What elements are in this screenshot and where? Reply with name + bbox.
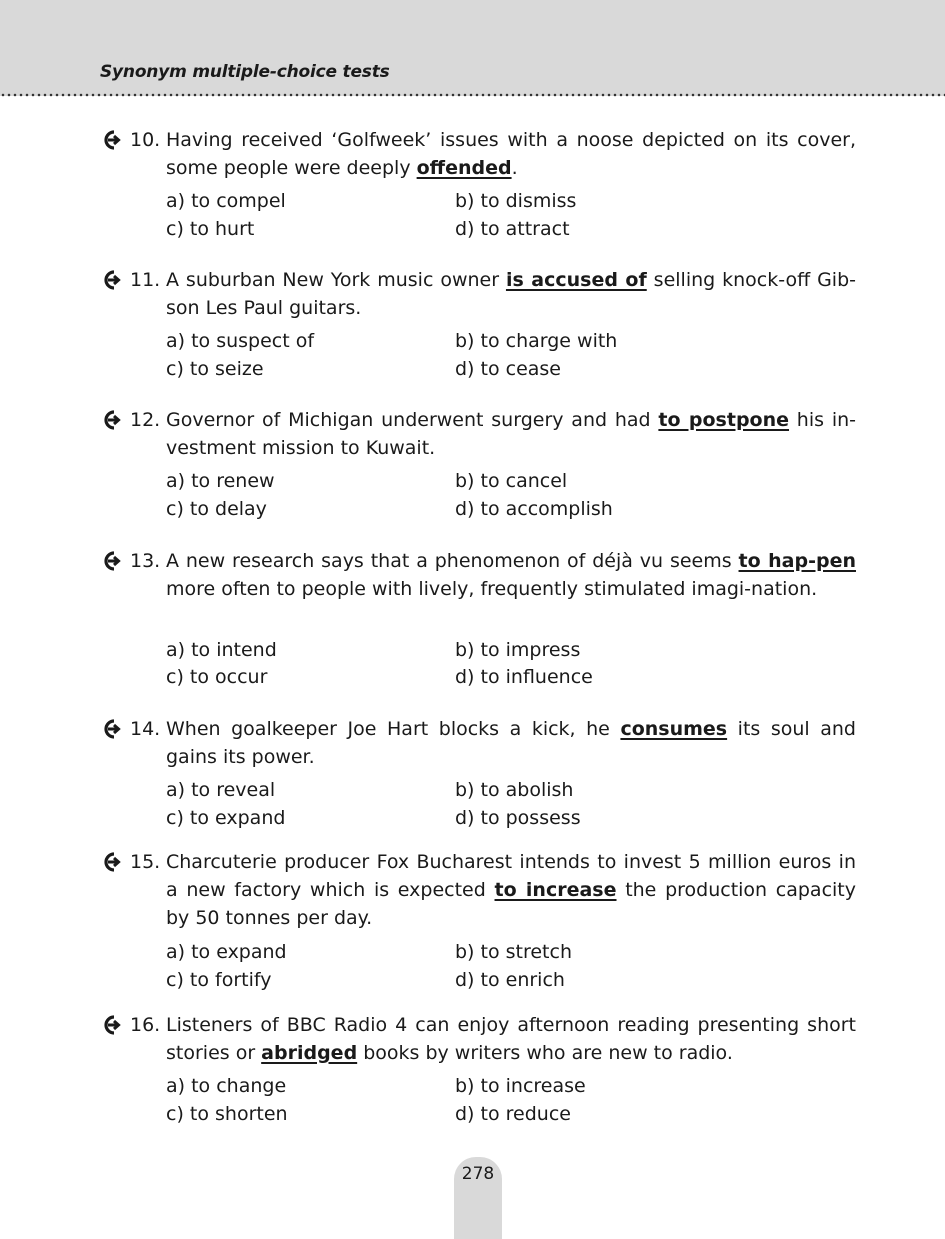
option-b[interactable]: b) to impress [455,639,581,661]
target-word: to hap-pen [738,550,856,572]
question-text: Governor of Michigan underwent surgery and had to postpone his in-vestment mission to Kuwait. [166,409,857,459]
section-title: Synonym multiple-choice tests [100,62,390,82]
arrow-right-icon [103,1015,125,1035]
target-word: is accused of [505,269,647,291]
question-number: 16. [130,1014,161,1036]
option-a[interactable]: a) to suspect of [166,330,315,352]
target-word: consumes [620,718,728,740]
option-b[interactable]: b) to cancel [455,470,568,492]
question-number: 14. [130,718,161,740]
arrow-right-icon [103,270,125,290]
question-text: Listeners of BBC Radio 4 can enjoy afternoon reading presenting short stories or abridged books by writers who are new to radio. [166,1014,856,1064]
option-b[interactable]: b) to abolish [455,779,574,801]
option-b[interactable]: b) to charge with [455,330,618,352]
question-text: A suburban New York music owner is accused of selling knock-off Gib-son Les Paul guitars. [166,269,856,319]
target-word: to postpone [658,409,790,431]
option-c[interactable]: c) to delay [166,498,267,520]
question-number: 12. [130,409,161,431]
option-b[interactable]: b) to stretch [455,941,572,963]
option-a[interactable]: a) to renew [166,470,275,492]
question-text: Charcuterie producer Fox Bucharest intends to invest 5 million euros in a new factory which is expected to increase the production capacity by 50 tonnes per day. [166,851,856,929]
question-number: 11. [130,269,161,291]
option-a[interactable]: a) to intend [166,639,277,661]
option-b[interactable]: b) to dismiss [455,190,577,212]
target-word: to increase [494,879,617,901]
page-number: 278 [461,1164,495,1184]
option-d[interactable]: d) to influence [455,666,593,688]
option-d[interactable]: d) to reduce [455,1103,571,1125]
option-c[interactable]: c) to shorten [166,1103,288,1125]
option-b[interactable]: b) to increase [455,1075,586,1097]
option-c[interactable]: c) to expand [166,807,286,829]
question-text: Having received ‘Golfweek’ issues with a noose depicted on its cover, some people were deeply offended. [166,129,856,179]
option-c[interactable]: c) to occur [166,666,268,688]
option-c[interactable]: c) to hurt [166,218,255,240]
question-number: 10. [130,129,161,151]
option-c[interactable]: c) to seize [166,358,264,380]
arrow-right-icon [103,410,125,430]
question-number: 13. [130,550,161,572]
arrow-right-icon [103,130,125,150]
option-a[interactable]: a) to reveal [166,779,276,801]
question-number: 15. [130,851,161,873]
target-word: abridged [261,1042,358,1064]
arrow-right-icon [103,551,125,571]
option-d[interactable]: d) to cease [455,358,561,380]
option-a[interactable]: a) to expand [166,941,287,963]
option-d[interactable]: d) to enrich [455,969,565,991]
option-d[interactable]: d) to accomplish [455,498,613,520]
target-word: offended [416,157,512,179]
question-text: A new research says that a phenomenon of déjà vu seems to hap-pen more often to people with lively, frequently stimulated imagi-nation. [166,550,856,600]
page-header [0,0,945,96]
question-text: When goalkeeper Joe Hart blocks a kick, he consumes its soul and gains its power. [166,718,856,768]
dotted-divider [0,93,945,97]
option-a[interactable]: a) to compel [166,190,286,212]
option-d[interactable]: d) to attract [455,218,570,240]
option-a[interactable]: a) to change [166,1075,287,1097]
option-d[interactable]: d) to possess [455,807,581,829]
option-c[interactable]: c) to fortify [166,969,272,991]
arrow-right-icon [103,719,125,739]
arrow-right-icon [103,852,125,872]
